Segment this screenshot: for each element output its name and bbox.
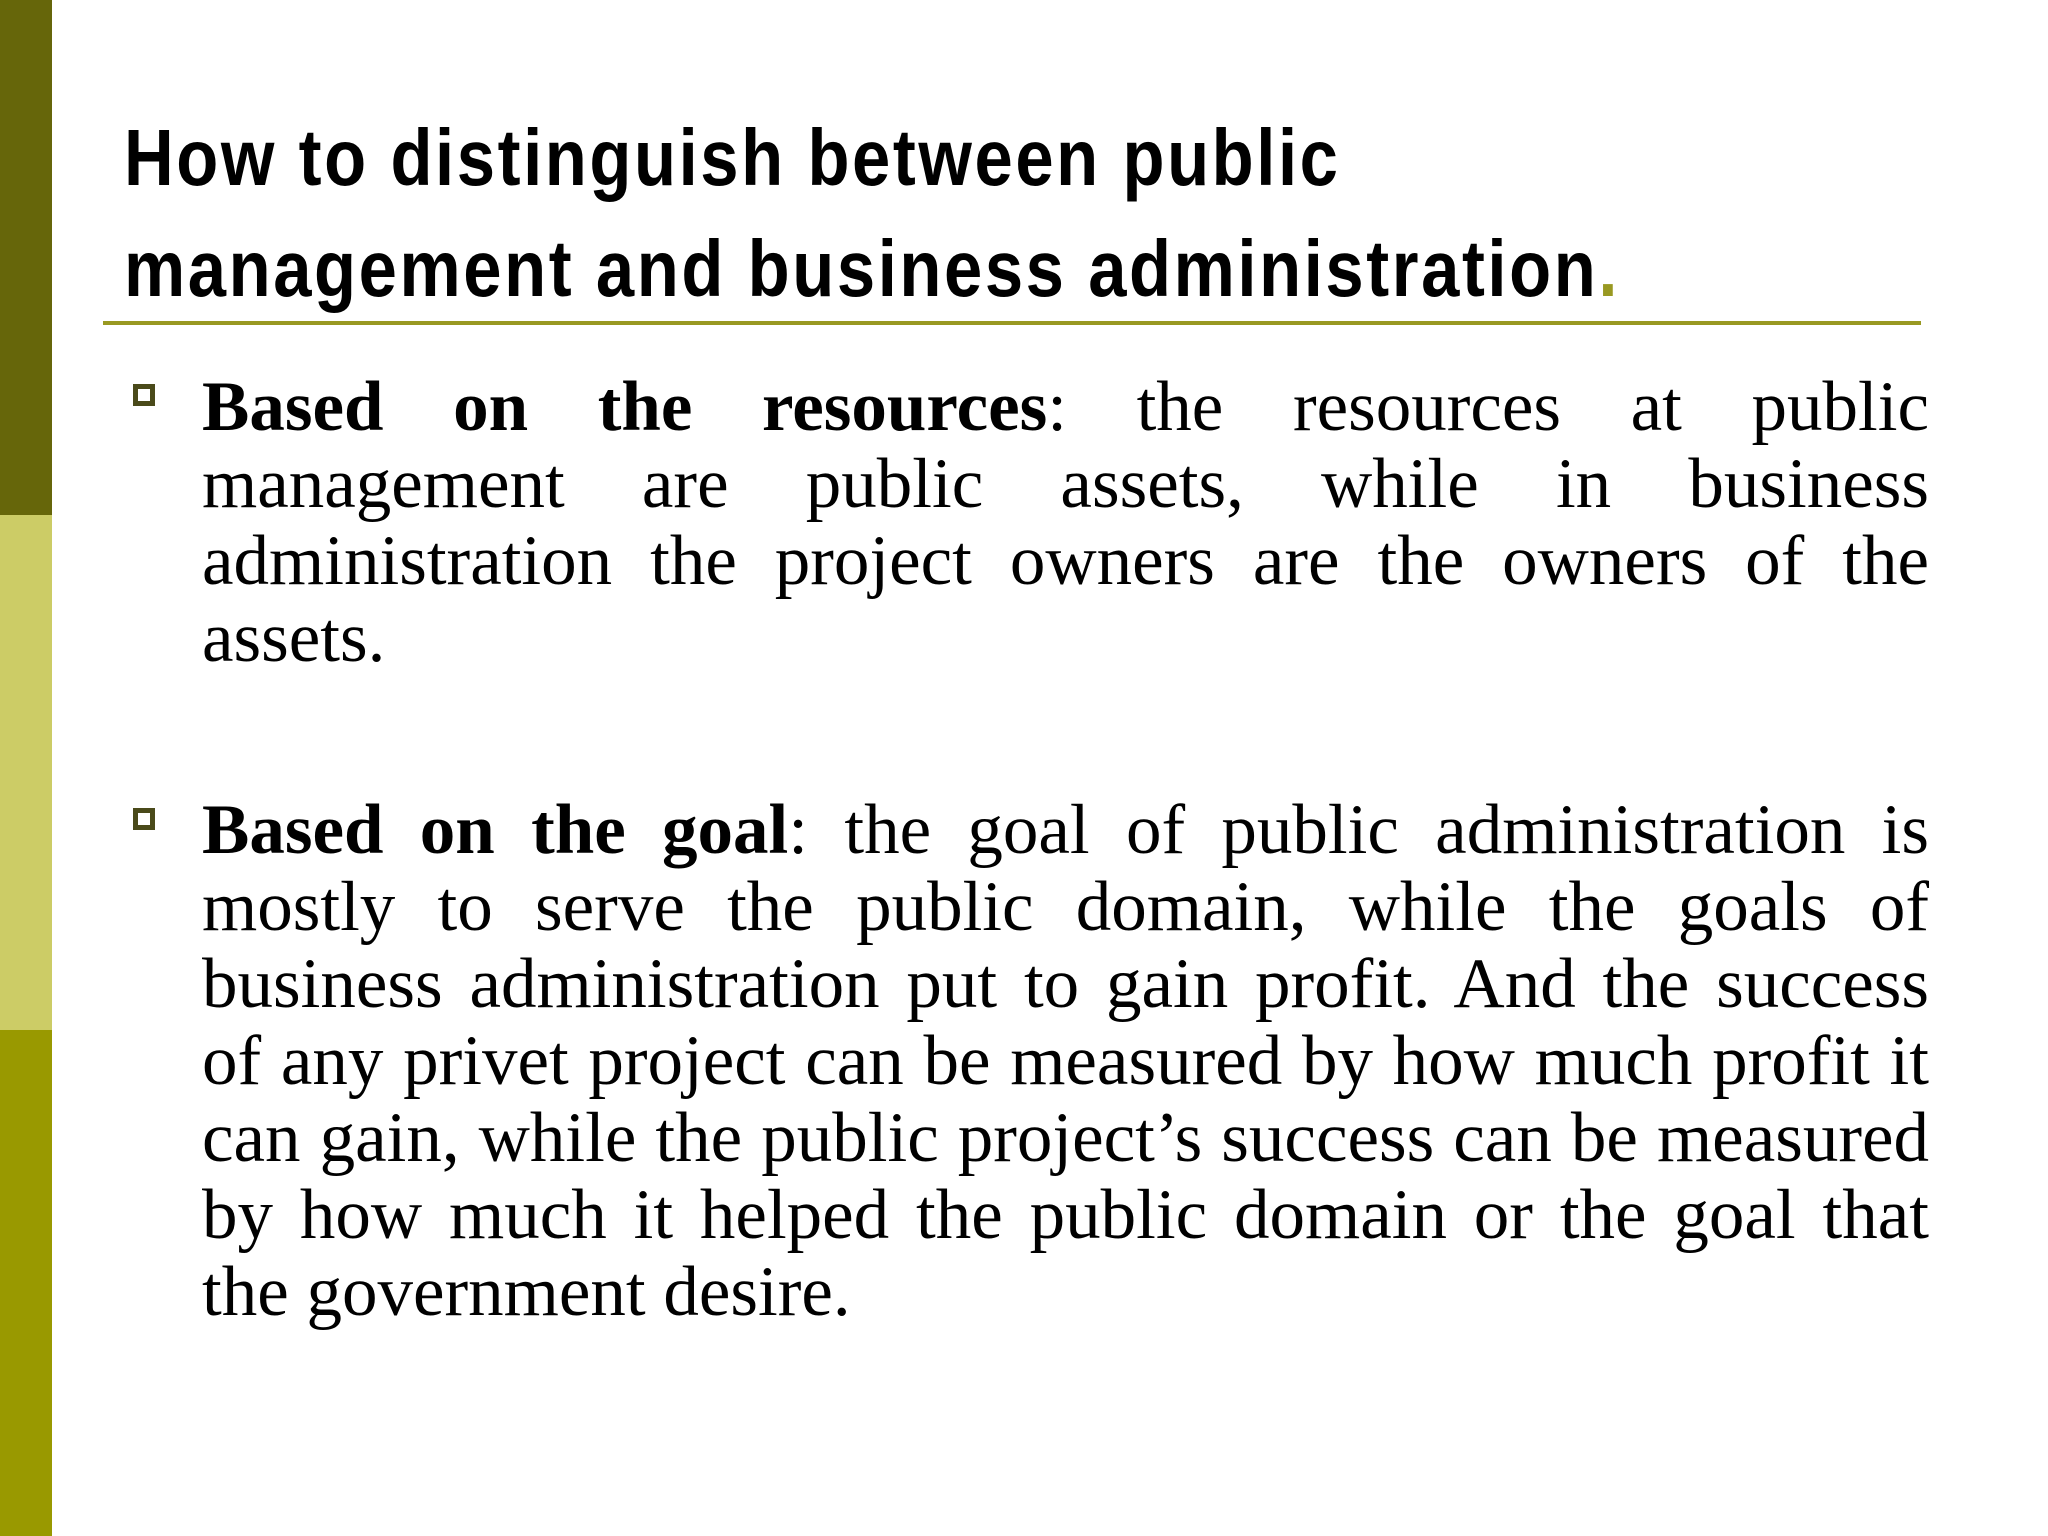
slide-title-line-1: How to distinguish between public <box>124 113 1341 202</box>
bullet-body: : the resources at public management are public assets, while in business administration the project owners are the owners of the assets. <box>202 368 1929 677</box>
slide-title-line-2 <box>124 213 1672 324</box>
title-divider <box>103 321 1921 325</box>
square-bullet-icon <box>133 384 155 406</box>
bullet-text <box>202 792 1929 1331</box>
bullet-lead: Based on the goal <box>202 791 789 869</box>
sidebar-segment-light <box>0 515 52 1030</box>
slide-title <box>124 102 1672 324</box>
square-bullet-icon <box>133 808 155 830</box>
slide-title-period: . <box>1598 224 1621 313</box>
bullet-body: : the goal of public administration is mostly to serve the public domain, while the goals of business administration put to gain profit. And the success of any privet project can be measured by how much profit it can gain, while the public project’s success can be measured by how much it helped the public domain or the goal that the government desire. <box>202 791 1930 1331</box>
slide-title-line-2-text: management and business administration <box>124 224 1599 313</box>
sidebar-segment-olive <box>0 1030 52 1536</box>
sidebar-accent-bar <box>0 0 52 1536</box>
bullet-text <box>202 369 1929 677</box>
sidebar-segment-dark <box>0 0 52 515</box>
bullet-lead: Based on the resources <box>202 368 1048 446</box>
